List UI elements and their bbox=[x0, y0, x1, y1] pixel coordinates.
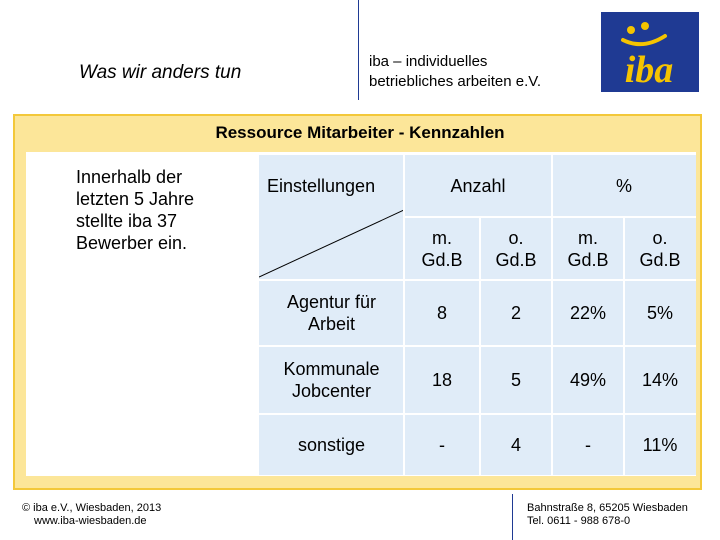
header-anzahl-label: Anzahl bbox=[450, 176, 506, 196]
table-cell: 49% bbox=[552, 346, 624, 414]
subheader-text: Gd.B bbox=[639, 249, 681, 270]
table-cell: - bbox=[552, 414, 624, 475]
intro-line: Bewerber ein. bbox=[76, 233, 188, 253]
row-label bbox=[259, 280, 404, 346]
subheader-cell bbox=[552, 217, 624, 280]
header-einstellungen-label: Einstellungen bbox=[267, 176, 376, 196]
intro-line: Innerhalb der bbox=[76, 167, 183, 187]
organization-name-line1: iba – individuelles bbox=[369, 53, 488, 70]
footer-divider bbox=[512, 494, 513, 540]
header-percent-label: % bbox=[615, 176, 632, 196]
subheader-text: m. bbox=[432, 227, 452, 248]
table-cell: 22% bbox=[552, 280, 624, 346]
footer-address bbox=[527, 502, 688, 528]
table-cell: 11% bbox=[624, 414, 696, 475]
intro-text bbox=[76, 166, 256, 254]
header-divider bbox=[358, 0, 359, 100]
recruitment-table bbox=[259, 155, 696, 475]
footer-copyright bbox=[22, 502, 161, 528]
header-percent bbox=[552, 155, 696, 217]
subheader-text: Gd.B bbox=[495, 249, 537, 270]
organization-name-line2: betriebliches arbeiten e.V. bbox=[369, 73, 542, 90]
footer-phone-line: Tel. 0611 - 988 678-0 bbox=[527, 515, 631, 527]
table-cell: 4 bbox=[480, 414, 552, 475]
intro-line: letzten 5 Jahre bbox=[76, 189, 195, 209]
section-title: Was wir anders tun bbox=[79, 62, 242, 83]
subheader-text: o. bbox=[508, 227, 524, 248]
table-cell: 8 bbox=[404, 280, 480, 346]
subheader-cell bbox=[404, 217, 480, 280]
row-label bbox=[259, 346, 404, 414]
subheader-text: Gd.B bbox=[567, 249, 609, 270]
organization-name bbox=[369, 52, 589, 92]
footer-website-link[interactable]: www.iba-wiesbaden.de bbox=[34, 515, 147, 527]
table-cell: - bbox=[404, 414, 480, 475]
row-label-text: sonstige bbox=[297, 434, 366, 455]
row-label-text: Jobcenter bbox=[291, 381, 372, 401]
iba-logo bbox=[591, 10, 701, 94]
subheader-text: o. bbox=[652, 227, 668, 248]
table-cell: 5% bbox=[624, 280, 696, 346]
footer-copyright-line: © iba e.V., Wiesbaden, 2013 bbox=[22, 502, 162, 514]
row-label bbox=[259, 414, 404, 475]
subheader-text: m. bbox=[578, 227, 598, 248]
row-label-text: Agentur für bbox=[286, 292, 377, 312]
subheader-cell bbox=[624, 217, 696, 280]
logo-text: iba bbox=[624, 49, 674, 91]
footer-address-line: Bahnstraße 8, 65205 Wiesbaden bbox=[527, 502, 688, 514]
diagonal-divider bbox=[259, 155, 404, 280]
row-label-text: Kommunale bbox=[283, 359, 380, 379]
subheader-cell bbox=[480, 217, 552, 280]
table-cell: 14% bbox=[624, 346, 696, 414]
slide-title: Ressource Mitarbeiter - Kennzahlen bbox=[215, 123, 505, 142]
table-cell: 18 bbox=[404, 346, 480, 414]
row-label-text: Arbeit bbox=[307, 314, 356, 334]
table-cell: 5 bbox=[480, 346, 552, 414]
table-cell: 2 bbox=[480, 280, 552, 346]
subheader-text: Gd.B bbox=[421, 249, 463, 270]
header-anzahl bbox=[404, 155, 552, 217]
intro-line: stellte iba 37 bbox=[76, 211, 178, 231]
